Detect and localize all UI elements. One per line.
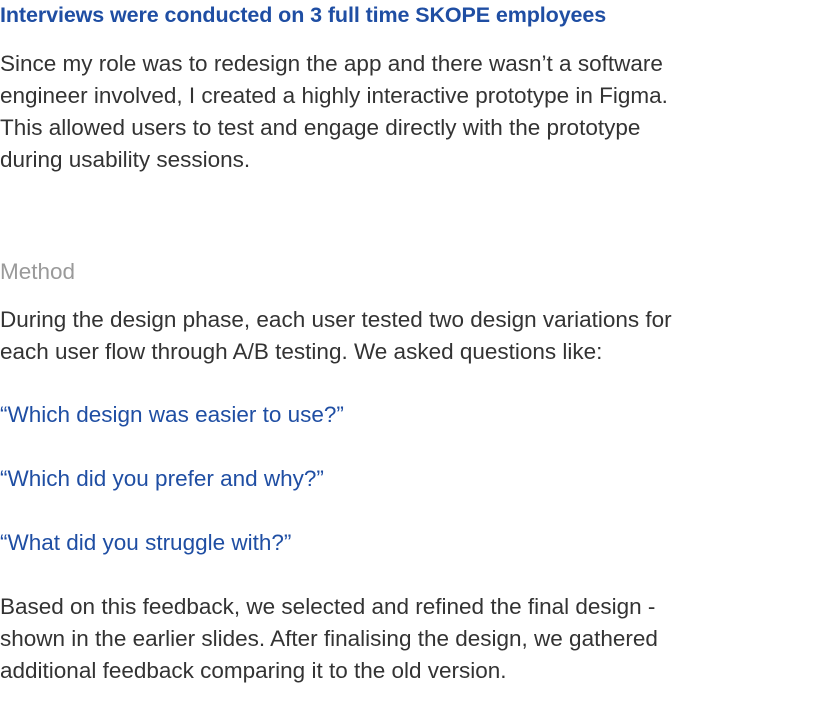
- conclusion-line: Based on this feedback, we selected and refined the final design -: [0, 594, 656, 619]
- intro-line: This allowed users to test and engage directly with the prototype: [0, 115, 641, 140]
- intro-line: during usability sessions.: [0, 147, 251, 172]
- intro-line: Since my role was to redesign the app and there wasn’t a software: [0, 51, 663, 76]
- conclusion-line: additional feedback comparing it to the old version.: [0, 658, 507, 683]
- interview-question: “Which design was easier to use?”: [0, 402, 344, 427]
- interview-question: “What did you struggle with?”: [0, 530, 292, 555]
- method-paragraph: [0, 304, 800, 368]
- conclusion-line: shown in the earlier slides. After finalising the design, we gathered: [0, 626, 658, 651]
- method-line: each user flow through A/B testing. We asked questions like:: [0, 339, 603, 364]
- intro-paragraph: [0, 48, 800, 176]
- intro-line: engineer involved, I created a highly interactive prototype in Figma.: [0, 83, 668, 108]
- conclusion-paragraph: [0, 591, 800, 687]
- interview-question: “Which did you prefer and why?”: [0, 466, 324, 491]
- method-label: Method: [0, 259, 76, 284]
- section-heading: Interviews were conducted on 3 full time SKOPE employees: [0, 3, 607, 27]
- method-line: During the design phase, each user tested two design variations for: [0, 307, 672, 332]
